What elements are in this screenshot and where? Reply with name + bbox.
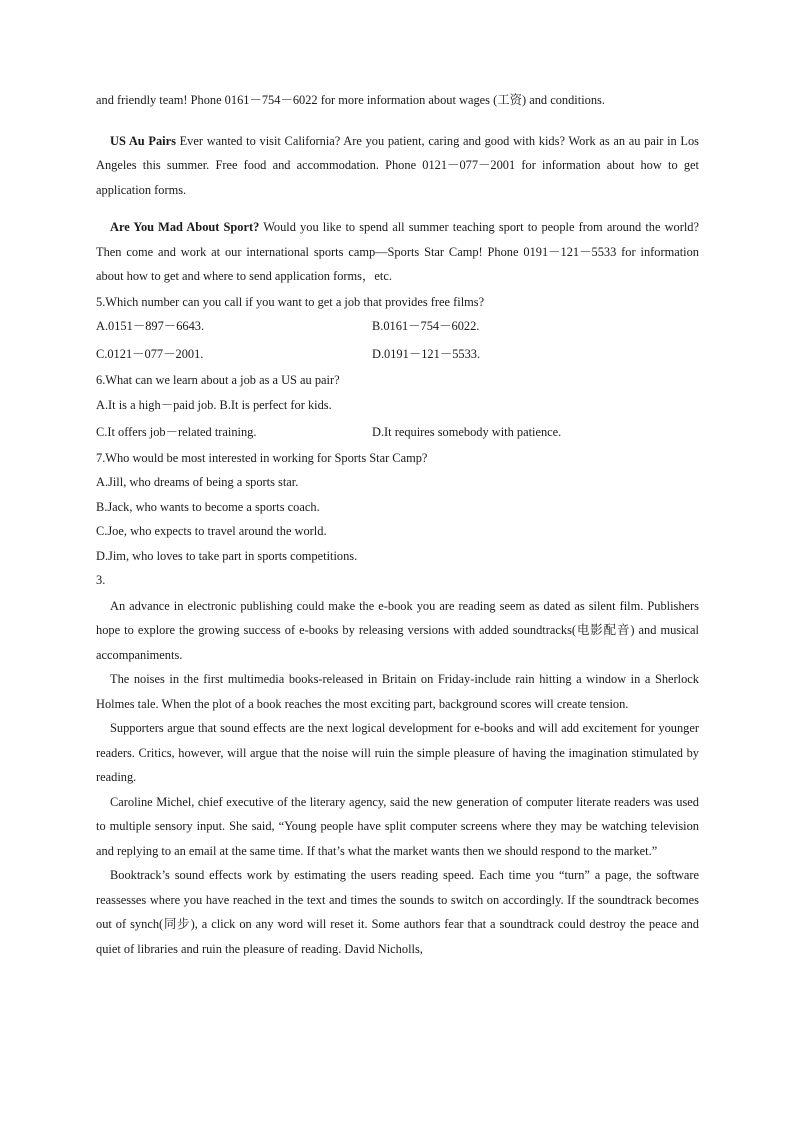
- option-d[interactable]: D.It requires somebody with patience.: [372, 425, 562, 439]
- ad-title: Are You Mad About Sport?: [110, 220, 260, 234]
- ad-continuation: and friendly team! Phone 0161－754－6022 for more information about wages (工资) and conditions.: [96, 93, 605, 107]
- section-number: 3.: [96, 573, 106, 587]
- passage-paragraph: Supporters argue that sound effects are the next logical development for e-books and will add excitement for younger readers. Critics, however, will argue that the noise will ruin the simple pleasure of having the imagination stimulated by reading.: [96, 721, 699, 784]
- question-5: [96, 290, 699, 367]
- passage-paragraph: Booktrack’s sound effects work by estimating the users reading speed. Each time you “turn” a page, the software reassesses where you have reached in the text and times the sounds to switch on accordingly. If the soundtrack becomes out of synch(同步), a click on any word will reset it. Some authors fear that a soundtrack could destroy the peace and quiet of libraries and ruin the pleasure of reading. David Nicholls,: [96, 868, 699, 956]
- option-d[interactable]: D.Jim, who loves to take part in sports competitions.: [96, 548, 358, 563]
- option-row: [96, 314, 699, 339]
- passage-paragraph: Caroline Michel, chief executive of the literary agency, said the new generation of computer literate readers was used to multiple sensory input. She said, “Young people have split computer screens where they may be watching television and replying to an email at the same time. If that’s what the market wants then we should respond to the market.”: [96, 794, 699, 858]
- question-7: [96, 446, 699, 569]
- option-c[interactable]: C.Joe, who expects to travel around the world.: [96, 524, 327, 538]
- ad-us-au-pairs: [96, 129, 699, 203]
- option-row: [96, 420, 699, 445]
- ad-body: Would you like to spend all summer teaching sport to people from around the world? Then come and work at our international sports camp—Sports Star Camp! Phone 0191－121－5533 for information about how to get and where to send application forms，etc.: [96, 220, 699, 283]
- option-c[interactable]: C.It offers job－related training.: [96, 425, 257, 439]
- question-stem: 5.Which number can you call if you want to get a job that provides free films?: [96, 294, 485, 309]
- option-b[interactable]: B.0161－754－6022.: [372, 319, 480, 333]
- option-row: [96, 342, 699, 367]
- ad-title: US Au Pairs: [110, 133, 176, 148]
- passage-paragraph: The noises in the first multimedia books-released in Britain on Friday-include rain hitting a window in a Sherlock Holmes tale. When the plot of a book reaches the most exciting part, background scores will create tension.: [96, 672, 699, 711]
- option-a[interactable]: A.Jill, who dreams of being a sports star.: [96, 475, 299, 489]
- option-d[interactable]: D.0191－121－5533.: [372, 346, 481, 361]
- passage-paragraph: An advance in electronic publishing could make the e-book you are reading seem as dated as silent film. Publishers hope to explore the growing success of e-books by releasing versions with added soundtracks(电影配音) and musical accompaniments.: [96, 598, 699, 662]
- document-page: [96, 88, 699, 961]
- reading-passage: [96, 594, 699, 962]
- option-c[interactable]: C.0121－077－2001.: [96, 346, 204, 361]
- question-6: [96, 368, 699, 445]
- option-b[interactable]: B.Jack, who wants to become a sports coach.: [96, 499, 320, 514]
- option-a[interactable]: A.0151－897－6643.: [96, 319, 205, 333]
- option-ab[interactable]: A.It is a high－paid job. B.It is perfect for kids.: [96, 397, 332, 412]
- question-stem: 7.Who would be most interested in working for Sports Star Camp?: [96, 450, 428, 465]
- question-stem: 6.What can we learn about a job as a US au pair?: [96, 373, 340, 387]
- ad-sport: [96, 215, 699, 289]
- ad-body: Ever wanted to visit California? Are you patient, caring and good with kids? Work as an au pair in Los Angeles this summer. Free food and accommodation. Phone 0121－077－2001 for information about how to get application forms.: [96, 133, 700, 197]
